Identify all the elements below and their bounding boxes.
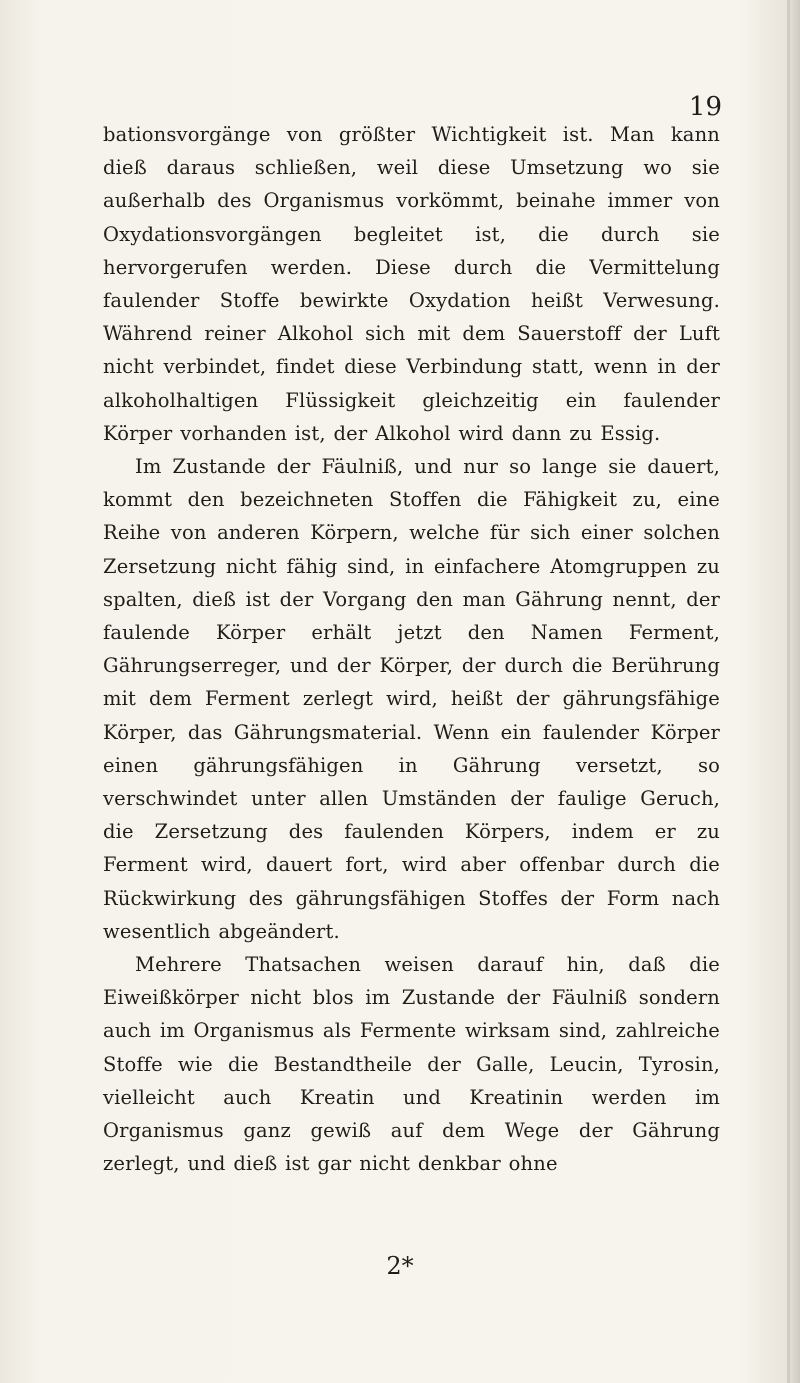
body-text: [103, 118, 720, 1181]
paragraph-2: Im Zustande der Fäulniß, und nur so lange sie dauert, kommt den bezeichneten Stoffen die Fähigkeit zu, eine Reihe von anderen Körpern, welche für sich einer solchen Zersetzung nicht fähig sind, in einfachere Atomgruppen zu spalten, dieß ist der Vorgang den man Gährung nennt, der faulende Körper erhält jetzt den Namen Ferment, Gährungserreger, und der Körper, der durch die Berührung mit dem Ferment zerlegt wird, heißt der gährungsfähige Körper, das Gährungsmaterial. Wenn ein faulender Körper einen gährungsfähigen in Gährung versetzt, so verschwindet unter allen Umständen der faulige Geruch, die Zersetzung des faulenden Körpers, indem er zu Ferment wird, dauert fort, wird aber offenbar durch die Rückwirkung des gährungsfähigen Stoffes der Form nach wesentlich abgeändert.: [103, 455, 720, 943]
paragraph-1: bationsvorgänge von größter Wichtigkeit ist. Man kann dieß daraus schließen, weil diese Umsetzung wo sie außerhalb des Organismus vorkömmt, beinahe immer von Oxydationsvorgängen begleitet ist, die durch sie hervorgerufen werden. Diese durch die Vermittelung faulender Stoffe bewirkte Oxydation heißt Verwesung. Während reiner Alkohol sich mit dem Sauerstoff der Luft nicht verbindet, findet diese Verbindung statt, wenn in der alkoholhaltigen Flüssigkeit gleichzeitig ein faulender Körper vorhanden ist, der Alkohol wird dann zu Essig.: [103, 123, 720, 445]
fold-shadow: [787, 0, 790, 1383]
paragraph-3: Mehrere Thatsachen weisen darauf hin, daß die Eiweißkörper nicht blos im Zustande der Fäulniß sondern auch im Organismus als Fermente wirksam sind, zahlreiche Stoffe wie die Bestandtheile der Galle, Leucin, Tyrosin, vielleicht auch Kreatin und Kreatinin werden im Organismus ganz gewiß auf dem Wege der Gährung zerlegt, und dieß ist gar nicht denkbar ohne: [103, 953, 720, 1176]
printer-signature: 2*: [386, 1252, 414, 1280]
page-number: 19: [688, 92, 722, 122]
